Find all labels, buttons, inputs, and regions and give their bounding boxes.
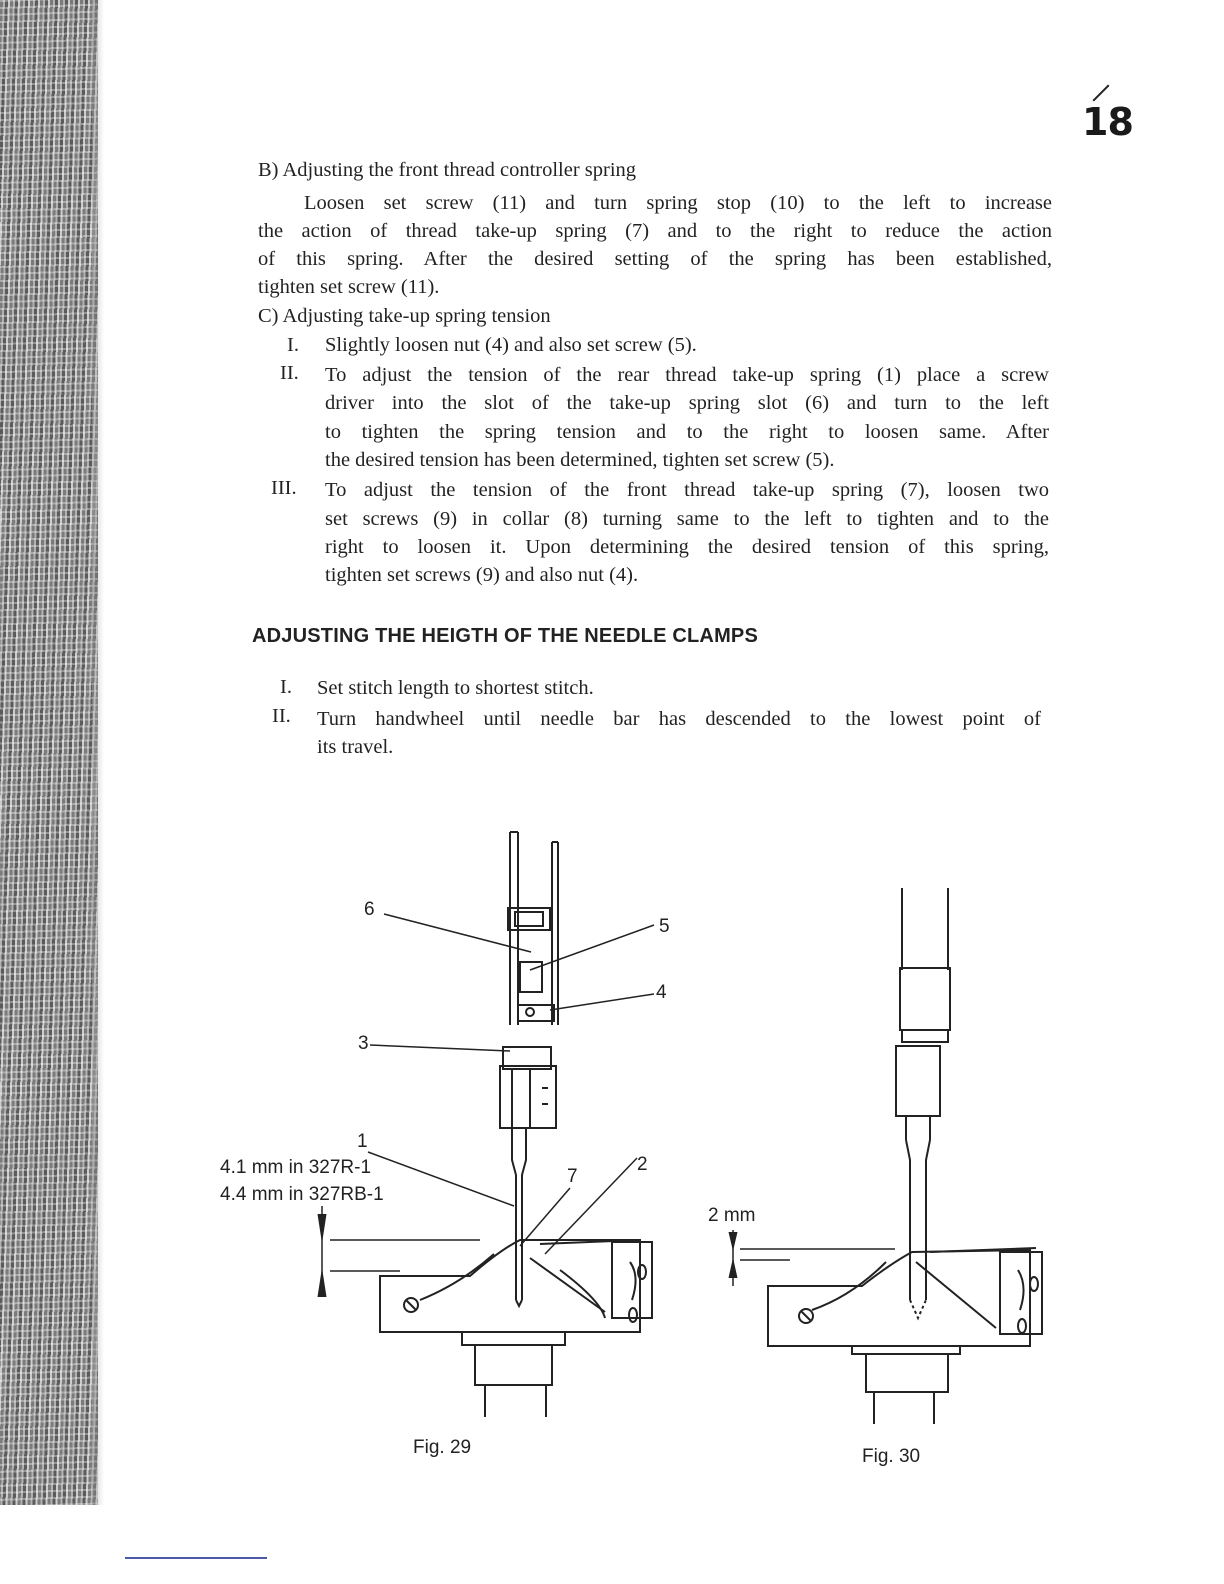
section-c-heading: C) Adjusting take-up spring tension	[258, 305, 551, 327]
section-b-line-4: tighten set screw (11).	[258, 276, 440, 298]
fig30-measure: 2 mm	[708, 1205, 756, 1226]
fig29-label-3: 3	[358, 1033, 369, 1054]
section-c-item-1-num: I.	[287, 334, 299, 356]
section-b-line-2: the action of thread take-up spring (7) and to the right to reduce the action	[258, 220, 1052, 242]
fig29-measure-1: 4.1 mm in 327R-1	[220, 1157, 372, 1178]
needle-clamp-heading: ADJUSTING THE HEIGTH OF THE NEEDLE CLAMPS	[252, 625, 759, 647]
section-c-item-3-num: III.	[271, 477, 297, 499]
section-c-item-2-num: II.	[280, 362, 299, 384]
needle-item-2-line-1: Turn handwheel until needle bar has descended to the lowest point of	[317, 708, 1041, 730]
page-number: 18	[1082, 100, 1133, 144]
fig29-label-4: 4	[656, 982, 667, 1003]
fig29-label-7: 7	[567, 1166, 578, 1187]
section-b-line-3: of this spring. After the desired setting of the spring has been established,	[258, 248, 1052, 270]
section-b-heading: B) Adjusting the front thread controller spring	[258, 159, 637, 181]
fig29-measure-2: 4.4 mm in 327RB-1	[220, 1184, 384, 1205]
bottom-rule	[125, 1557, 267, 1559]
fig29-label-6: 6	[364, 899, 375, 920]
section-c-item-2-line-4: the desired tension has been determined, tighten set screw (5).	[325, 449, 835, 471]
fig29-caption: Fig. 29	[413, 1437, 472, 1458]
needle-item-1-num: I.	[280, 676, 292, 698]
section-b-line-1: Loosen set screw (11) and turn spring stop (10) to the left to increase	[304, 192, 1052, 214]
section-c-item-2-line-3: to tighten the spring tension and to the right to loosen same. After	[325, 421, 1049, 443]
fig30-diagram	[729, 888, 1042, 1424]
section-c-item-1-line-1: Slightly loosen nut (4) and also set screw (5).	[325, 334, 697, 356]
fig29-label-5: 5	[659, 916, 670, 937]
needle-item-1-line-1: Set stitch length to shortest stitch.	[317, 677, 594, 699]
section-c-item-3-line-1: To adjust the tension of the front thread take-up spring (7), loosen two	[325, 479, 1049, 501]
section-c-item-3-line-2: set screws (9) in collar (8) turning same to the left to tighten and to the	[325, 508, 1049, 530]
section-c-item-3-line-3: right to loosen it. Upon determining the desired tension of this spring,	[325, 536, 1049, 558]
needle-item-2-num: II.	[272, 705, 291, 727]
section-c-item-2-line-2: driver into the slot of the take-up spring slot (6) and turn to the left	[325, 392, 1049, 414]
fig30-caption: Fig. 30	[862, 1446, 921, 1467]
needle-item-2-line-2: its travel.	[317, 736, 394, 758]
fig29-label-1: 1	[357, 1131, 368, 1152]
section-c-item-2-line-1: To adjust the tension of the rear thread take-up spring (1) place a screw	[325, 364, 1049, 386]
fig29-label-2: 2	[637, 1154, 648, 1175]
section-c-item-3-line-4: tighten set screws (9) and also nut (4).	[325, 564, 639, 586]
